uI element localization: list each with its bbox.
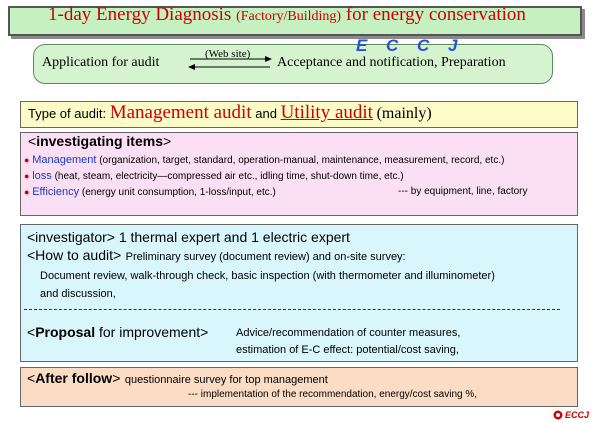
bullet-icon: ●	[24, 171, 30, 181]
proposal-heading: <Proposal for improvement>	[27, 324, 209, 340]
how-to-audit-line: <How to audit> Preliminary survey (document review) and on-site survey:	[27, 247, 406, 263]
investigating-item-efficiency: ● Efficiency (energy unit consumption, 1-loss/input, etc.)	[24, 186, 276, 198]
flow-application-text: Application for audit	[42, 55, 160, 70]
flow-website-text: (Web site)	[205, 48, 251, 60]
investigating-item-loss: ● loss (heat, steam, electricity—compressed air etc., idling time, shut-down time, etc.)	[24, 170, 404, 182]
proposal-text-2: estimation of E-C effect: potential/cost saving,	[236, 344, 459, 356]
flow-acceptance-text: Acceptance and notification, Preparation	[277, 55, 506, 70]
proposal-text-1: Advice/recommendation of counter measures,	[236, 327, 461, 339]
investigating-items-heading: <investigating items>	[28, 133, 172, 149]
investigating-note: --- by equipment, line, factory	[398, 186, 528, 197]
page-title: 1-day Energy Diagnosis (Factory/Building) for energy conservation	[48, 4, 526, 25]
audit-detail-line-2: and discussion,	[40, 288, 116, 300]
eccj-wordmark: E C C J	[356, 36, 465, 55]
investigating-item-management: ● Management (organization, target, standard, operation-manual, maintenance, measurement, record, etc.)	[24, 154, 505, 166]
after-follow-line: <After follow> questionnaire survey for top management	[27, 370, 328, 386]
after-follow-detail: --- implementation of the recommendation, energy/cost saving %,	[188, 389, 478, 400]
section-divider	[24, 309, 560, 310]
investigator-line: <investigator> 1 thermal expert and 1 electric expert	[27, 229, 350, 245]
bullet-icon: ●	[24, 155, 30, 165]
eccj-logo: ECCJ	[553, 410, 589, 420]
bullet-icon: ●	[24, 187, 30, 197]
audit-detail-line-1: Document review, walk-through check, basic inspection (with thermometer and illuminometer)	[40, 270, 495, 282]
eccj-logo-icon	[553, 410, 563, 420]
audit-type-line: Type of audit: Management audit and Utility audit (mainly)	[28, 102, 432, 123]
bidirectional-arrow-icon	[188, 56, 273, 70]
